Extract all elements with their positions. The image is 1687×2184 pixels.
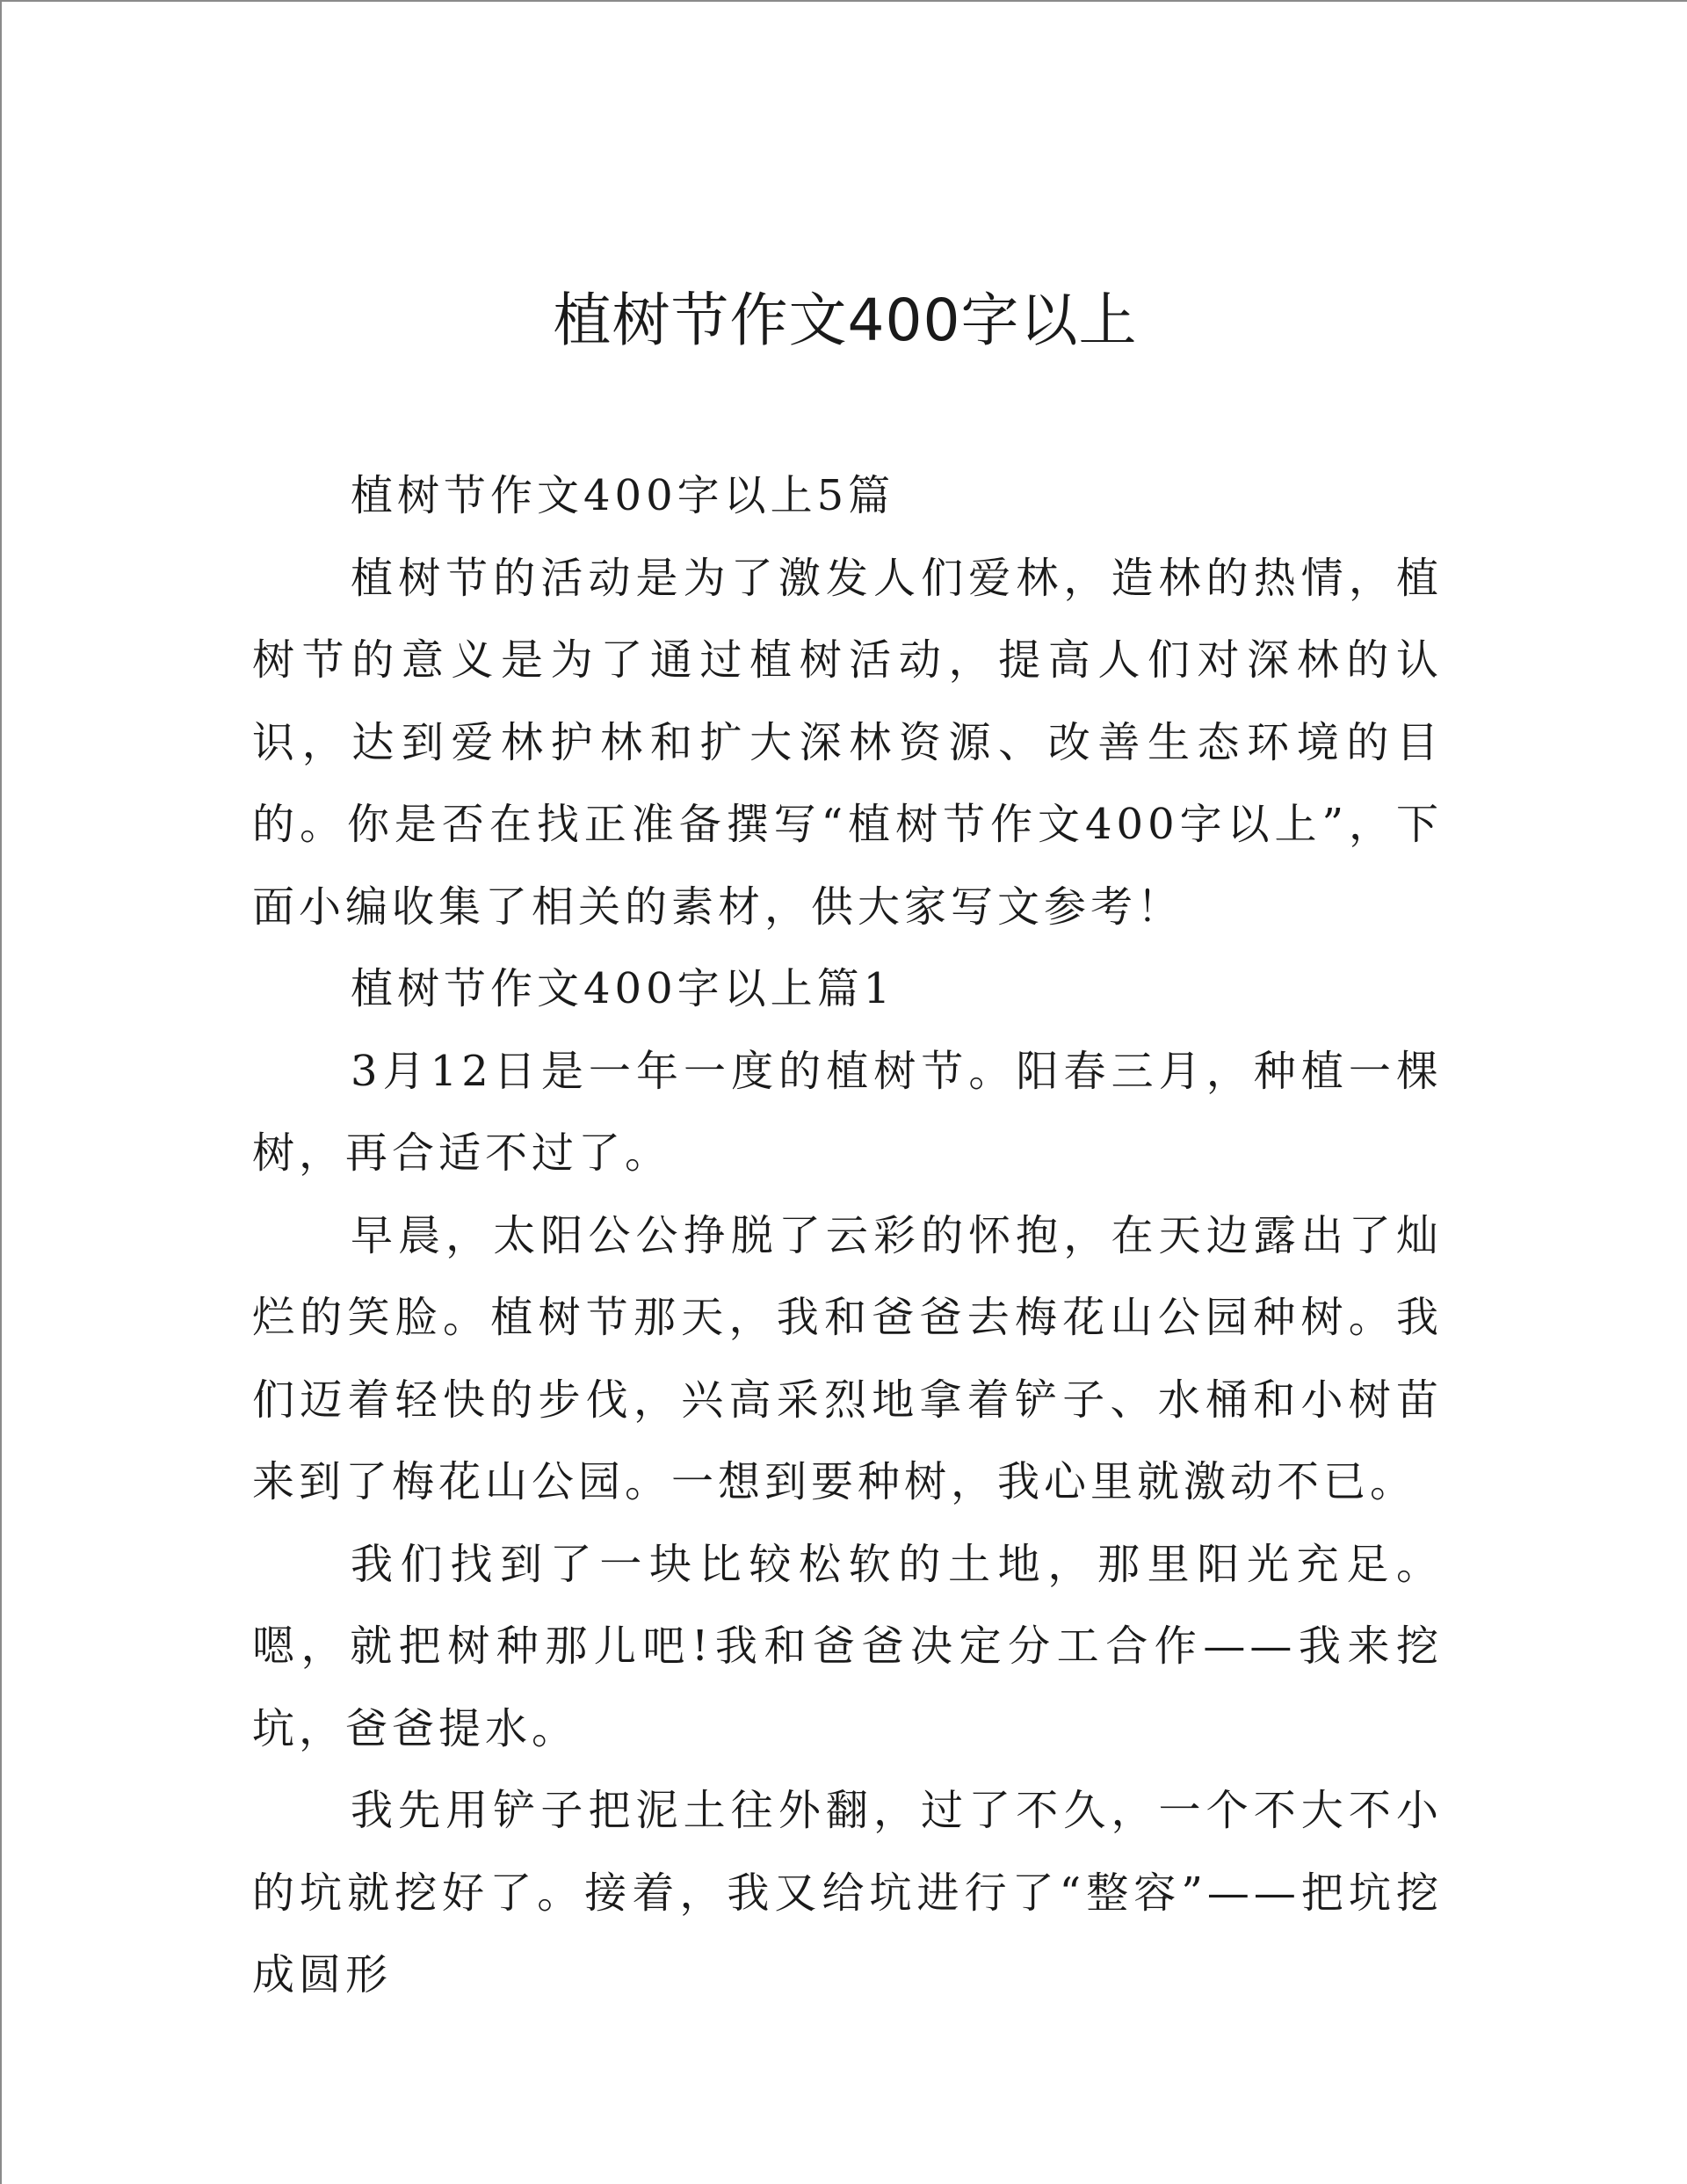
paragraph-text: 我们找到了一块比较松软的土地，那里阳光充足。嗯，就把树种那儿吧!我和爸爸决定分工合作——我来挖坑，爸爸提水。: [252, 1539, 1443, 1753]
paragraph-intro: 植树节的活动是为了激发人们爱林，造林的热情，植树节的意义是为了通过植树活动，提高人们对深林的认识，达到爱林护林和扩大深林资源、改善生态环境的目的。你是否在找正准备撰写“植树节作文400字以上”，下面小编收集了相关的素材，供大家写文参考！: [252, 553, 1443, 932]
paragraph-text: 3月12日是一年一度的植树节。阳春三月，种植一棵树，再合适不过了。: [252, 1046, 1443, 1178]
paragraph-section-heading: 植树节作文400字以上篇1: [351, 964, 895, 1013]
paragraph-text: 早晨，太阳公公挣脱了云彩的怀抱，在天边露出了灿烂的笑脸。植树节那天，我和爸爸去梅花山公园种树。我们迈着轻快的步伐，兴高采烈地拿着铲子、水桶和小树苗来到了梅花山公园。一想到要种树，我心里就激动不已。: [252, 1210, 1443, 1506]
paragraph-subtitle: 植树节作文400字以上5篇: [351, 471, 895, 520]
paragraph-text: 我先用铲子把泥土往外翻，过了不久，一个不大不小的坑就挖好了。接着，我又给坑进行了“整容”——把坑挖成圆形: [252, 1786, 1443, 1999]
document-title: 植树节作文400字以上: [553, 287, 1138, 354]
document-body: [252, 455, 1443, 2017]
